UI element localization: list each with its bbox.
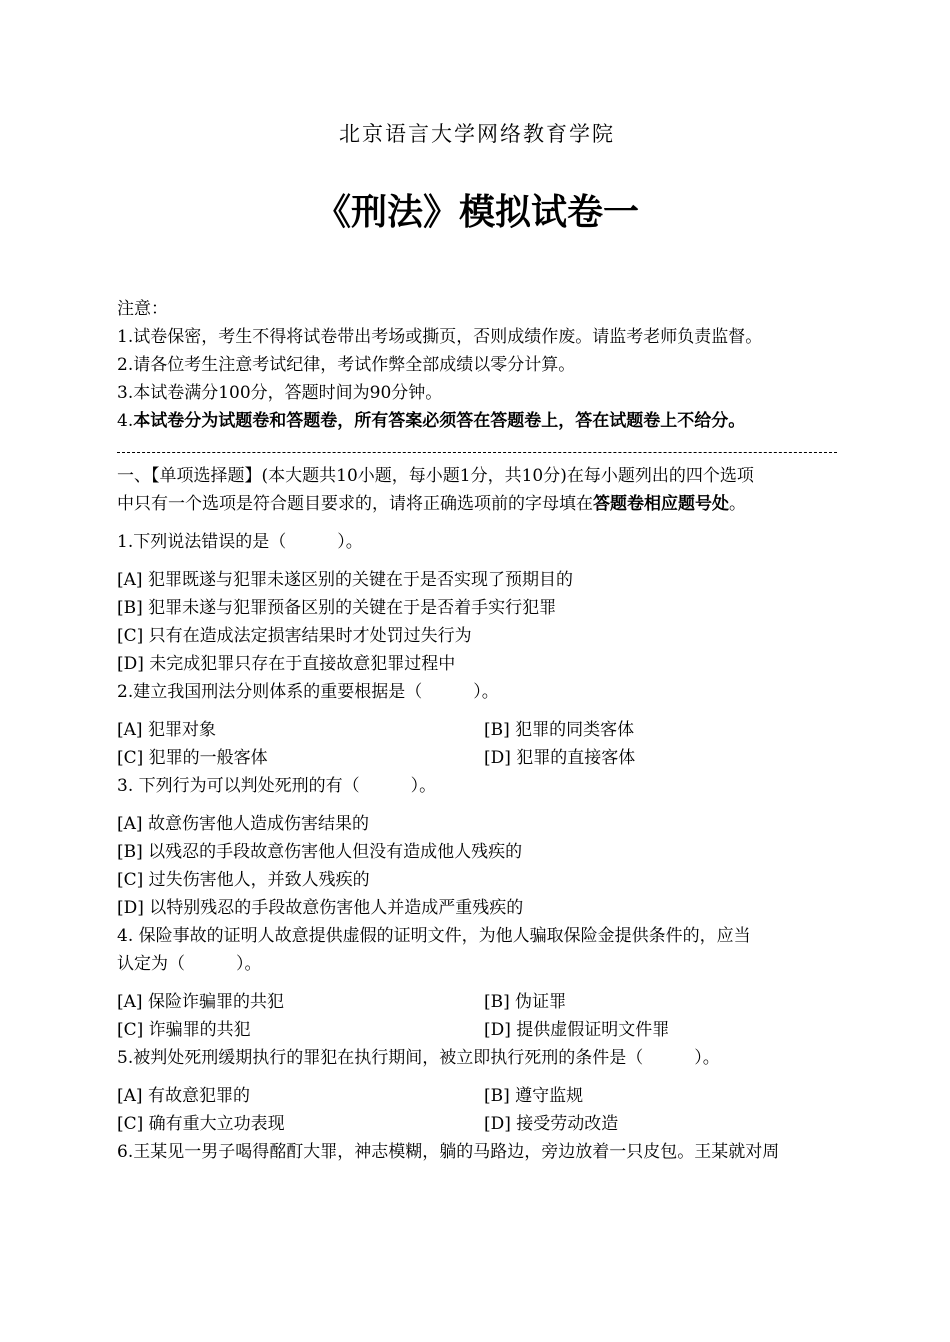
section-heading-end: 。 (729, 494, 746, 514)
question-stem: 5.被判处死刑缓期执行的罪犯在执行期间，被立即执行死刑的条件是（ ）。 (117, 1048, 720, 1068)
option: [C] 确有重大立功表现 (117, 1114, 285, 1134)
question-stem: 3. 下列行为可以判处死刑的有（ ）。 (117, 776, 437, 796)
section-single-choice (117, 462, 837, 1166)
option: [C] 诈骗罪的共犯 (117, 1020, 251, 1040)
option: [C] 犯罪的一般客体 (117, 748, 268, 768)
option: [B] 伪证罪 (484, 992, 567, 1012)
option: [A] 故意伤害他人造成伤害结果的 (117, 814, 369, 834)
question-options (117, 566, 837, 678)
option: [A] 有故意犯罪的 (117, 1086, 250, 1106)
dashed-divider (117, 452, 837, 453)
notes-block (117, 295, 837, 435)
option: [D] 犯罪的直接客体 (484, 748, 636, 768)
question-stem: 6.王某见一男子喝得酩酊大罪，神志模糊，躺的马路边，旁边放着一只皮包。王某就对周 (117, 1142, 780, 1162)
note-item: 3.本试卷满分100分，答题时间为90分钟。 (117, 383, 443, 403)
exam-title: 《刑法》模拟试卷一 (314, 192, 639, 233)
note-item-bold: 本试卷分为试题卷和答题卷，所有答案必须答在答题卷上，答在试题卷上不给分。 (133, 411, 746, 431)
option: [C] 只有在造成法定损害结果时才处罚过失行为 (117, 626, 472, 646)
question-options (117, 716, 837, 772)
option: [C] 过失伤害他人，并致人残疾的 (117, 870, 370, 890)
section-heading-bold: 答题卷相应题号处 (593, 494, 729, 514)
question-stem: 1.下列说法错误的是（ ）。 (117, 532, 363, 552)
option: [B] 以残忍的手段故意伤害他人但没有造成他人残疾的 (117, 842, 523, 862)
option: [A] 保险诈骗罪的共犯 (117, 992, 284, 1012)
option: [D] 未完成犯罪只存在于直接故意犯罪过程中 (117, 654, 456, 674)
school-name: 北京语言大学网络教育学院 (339, 122, 615, 146)
section-heading-text: 中只有一个选项是符合题目要求的，请将正确选项前的字母填在 (117, 494, 593, 514)
note-item: 1.试卷保密，考生不得将试卷带出考场或撕页，否则成绩作废。请监考老师负责监督。 (117, 327, 763, 347)
option: [D] 以特别残忍的手段故意伤害他人并造成严重残疾的 (117, 898, 524, 918)
note-item-number: 4. (117, 411, 134, 431)
question-stem: 4. 保险事故的证明人故意提供虚假的证明文件，为他人骗取保险金提供条件的，应当 (117, 926, 751, 946)
question-stem: 2.建立我国刑法分则体系的重要根据是（ ）。 (117, 682, 499, 702)
option: [B] 遵守监规 (484, 1086, 584, 1106)
option: [B] 犯罪未遂与犯罪预备区别的关键在于是否着手实行犯罪 (117, 598, 557, 618)
notes-label: 注意： (117, 299, 168, 319)
section-heading-cont (117, 490, 837, 518)
option: [A] 犯罪对象 (117, 720, 216, 740)
question-stem-cont: 认定为（ ）。 (117, 954, 262, 974)
option: [A] 犯罪既遂与犯罪未遂区别的关键在于是否实现了预期目的 (117, 570, 573, 590)
note-item: 2.请各位考生注意考试纪律，考试作弊全部成绩以零分计算。 (117, 355, 576, 375)
option: [D] 接受劳动改造 (484, 1114, 619, 1134)
section-heading: 一、【单项选择题】(本大题共10小题，每小题1分，共10分)在每小题列出的四个选项 (117, 466, 754, 486)
question-options (117, 988, 837, 1044)
question-options (117, 810, 837, 922)
note-item (117, 407, 837, 435)
question-options (117, 1082, 837, 1138)
option: [D] 提供虚假证明文件罪 (484, 1020, 670, 1040)
option: [B] 犯罪的同类客体 (484, 720, 635, 740)
